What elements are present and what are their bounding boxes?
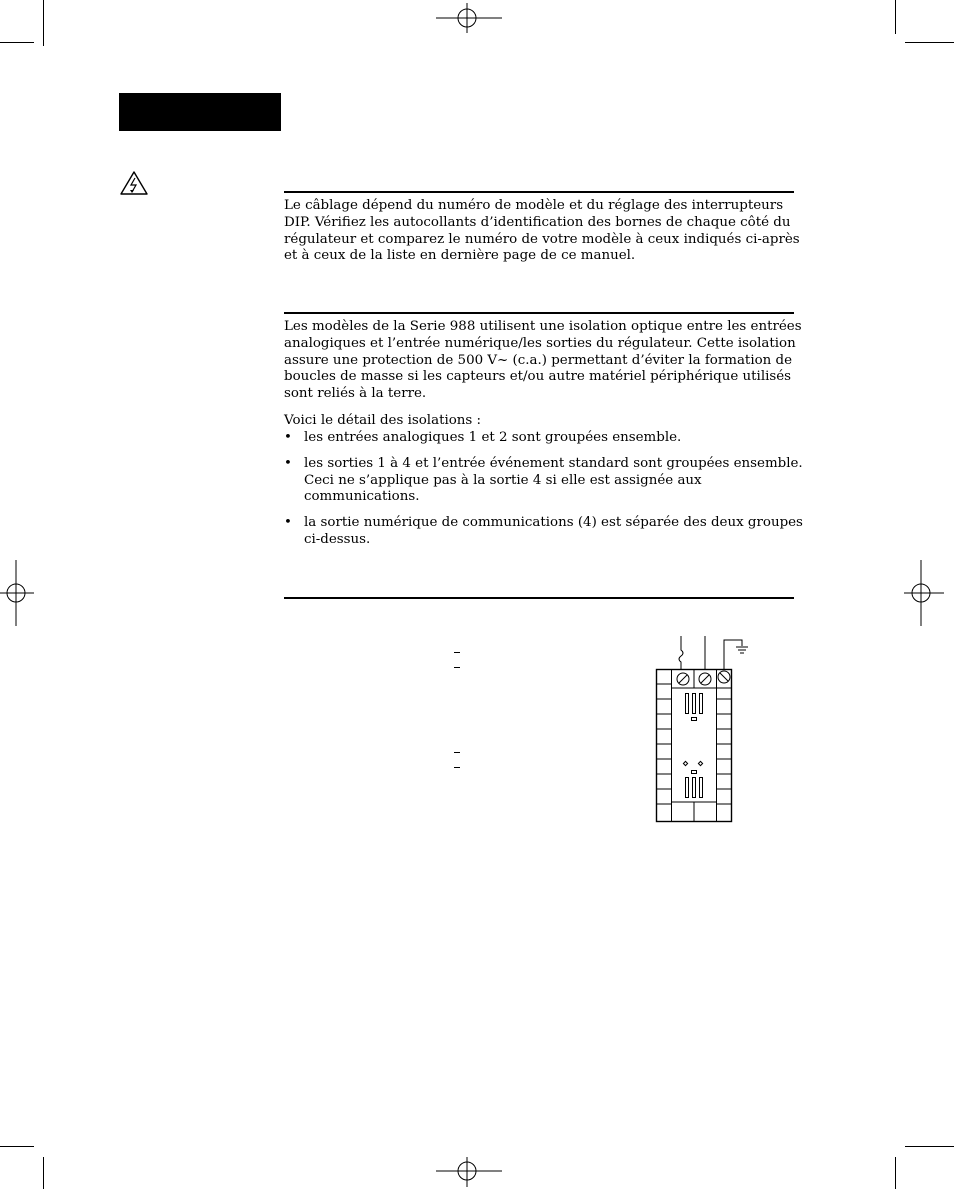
crop-mark: [895, 0, 896, 34]
high-voltage-warning-icon: [119, 170, 149, 196]
bullet-glyph: •: [284, 430, 292, 445]
crop-mark: [43, 0, 44, 46]
list-item-text: la sortie numérique de communications (4) est séparée des deux groupes ci-dessus.: [304, 515, 803, 547]
list-item-text: les sorties 1 à 4 et l’entrée événement standard sont groupées ensemble. Ceci ne s’applique pas à la sortie 4 si elle est assignée aux communications.: [304, 455, 803, 505]
section-rule: [284, 312, 794, 314]
registration-mark-icon: [904, 560, 944, 626]
label-tick: [454, 667, 460, 668]
terminal-block-diagram: [650, 632, 750, 824]
wiring-intro-paragraph: Le câblage dépend du numéro de modèle et du réglage des interrupteurs DIP. Vérifiez les autocollants d’identification des bornes de chaque côté du régulateur et comparez le numéro de votre modèle à ceux indiqués ci-après et à ceux de la liste en dernière page de ce manuel.: [284, 198, 800, 264]
list-item-text: les entrées analogiques 1 et 2 sont groupées ensemble.: [304, 430, 682, 445]
label-tick: [454, 652, 460, 653]
crop-mark: [43, 1157, 44, 1189]
chapter-tab: [119, 93, 281, 131]
list-item: [284, 515, 804, 549]
registration-mark-icon: [436, 3, 502, 33]
isolation-detail-lead: Voici le détail des isolations :: [284, 413, 482, 428]
section-rule: [284, 191, 794, 193]
crop-mark: [0, 42, 34, 43]
list-item: [284, 456, 804, 506]
crop-mark: [895, 1157, 896, 1189]
section-rule: [284, 597, 794, 599]
label-tick: [454, 767, 460, 768]
list-item: [284, 430, 804, 447]
isolation-intro-paragraph: Les modèles de la Serie 988 utilisent une isolation optique entre les entrées analogiques et l’entrée numérique/les sorties du régulateur. Cette isolation assure une protection de 500 V~ (c.a.) permettant d’éviter la formation de boucles de masse si les capteurs et/ou autre matériel périphérique utilisés sont reliés à la terre.: [284, 319, 802, 402]
crop-mark: [0, 1146, 34, 1147]
isolation-list: [284, 430, 804, 558]
label-tick: [454, 752, 460, 753]
registration-mark-icon: [436, 1157, 502, 1187]
crop-mark: [905, 42, 954, 43]
ground-symbol-icon: [736, 647, 748, 653]
bullet-glyph: •: [284, 515, 292, 531]
crop-mark: [905, 1146, 954, 1147]
registration-mark-icon: [0, 560, 34, 626]
bullet-glyph: •: [284, 455, 292, 471]
